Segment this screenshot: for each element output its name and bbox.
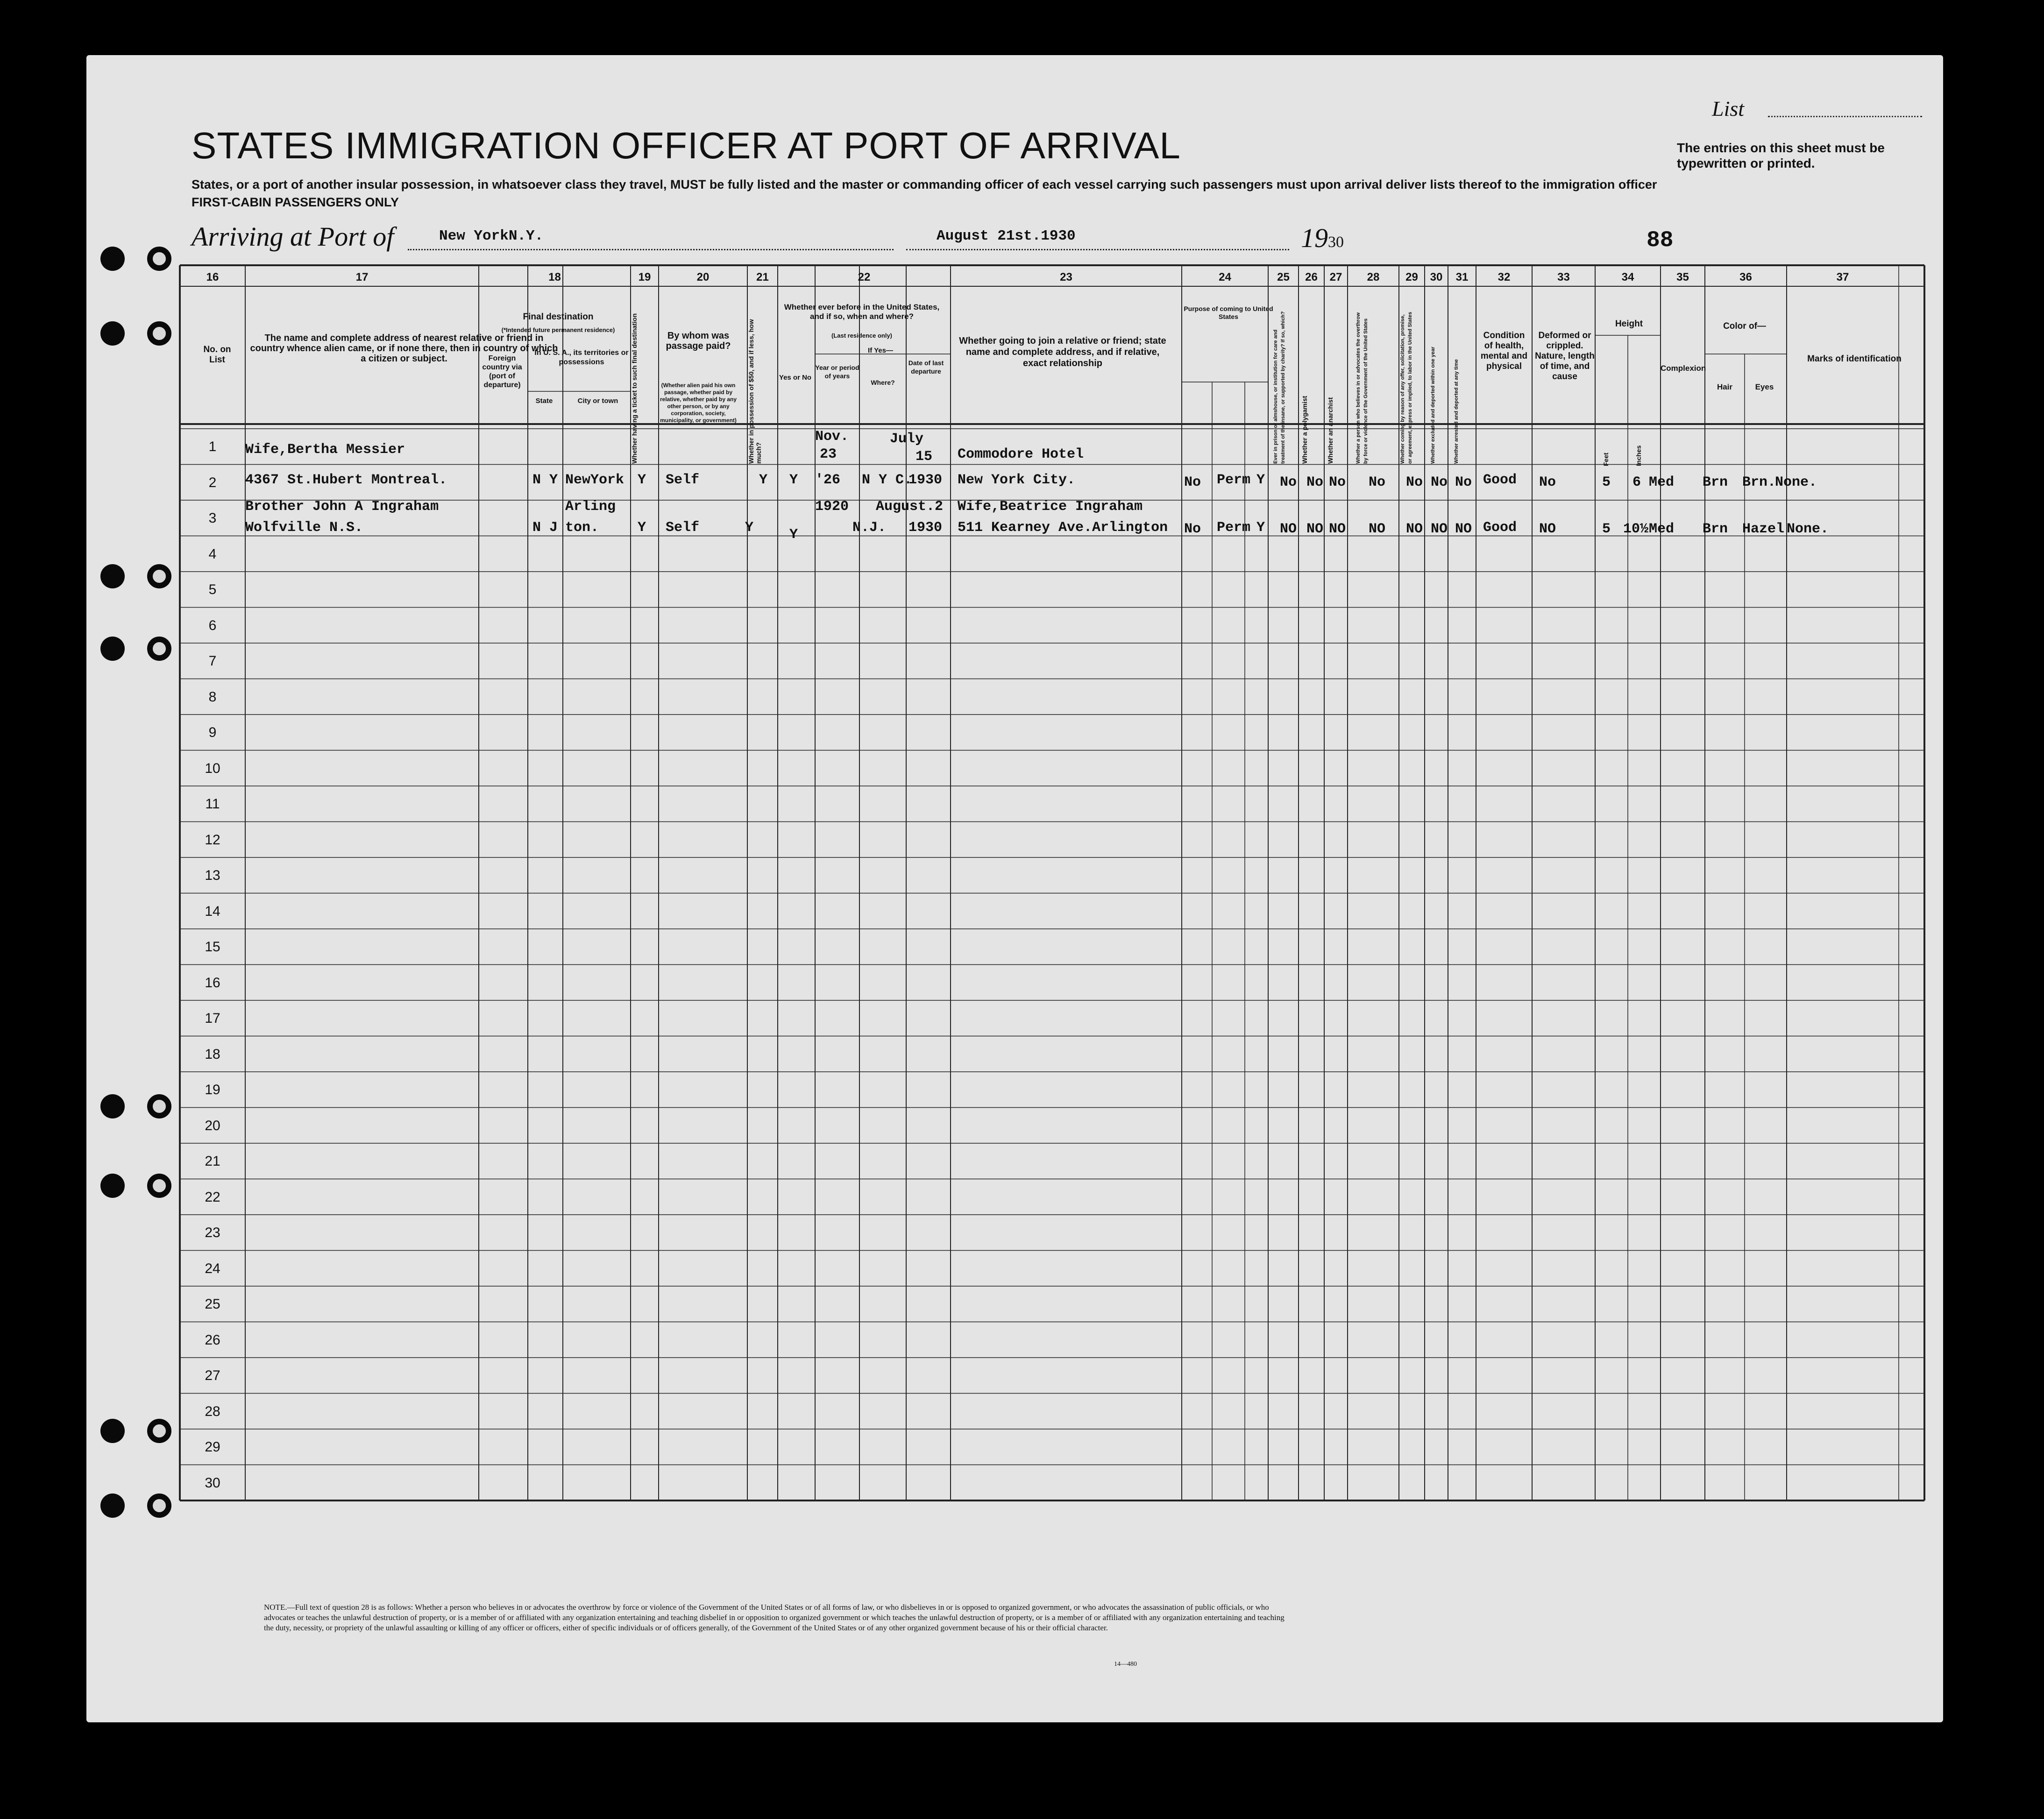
column-number: 28 [1367,271,1380,283]
header-no-on-list: No. on List [203,345,231,365]
row-number: 23 [205,1225,220,1240]
header-where: Where? [871,379,895,386]
header-ever-before-sub: (Last residence only) [831,332,893,339]
row-number: 9 [208,725,217,740]
row2-city-cont: ton. [565,520,599,536]
year-suffix: 30 [1328,234,1344,251]
row1-prison: No [1280,474,1297,490]
list-label: List [1712,97,1745,120]
header-hair: Hair [1717,382,1733,391]
row2-feet: 5 [1602,521,1611,537]
row-number: 5 [208,582,217,597]
column-number: 21 [756,271,769,283]
arriving-label: Arriving at Port of [192,221,394,252]
row1-marks: None. [1775,474,1817,490]
typewritten-note: The entries on this sheet must be typewritten or printed. [1677,141,1885,170]
row1-arrested: No [1455,474,1472,490]
arrival-port: New YorkN.Y. [439,228,544,244]
row-number: 21 [205,1154,220,1169]
column-number: 35 [1676,271,1689,283]
row-number: 24 [205,1260,220,1276]
row-number: 1 [208,439,217,454]
row1-where: N Y C. [862,472,913,488]
row1-city: NewYork [565,472,625,488]
header-passage-paid: By whom was passage paid? [666,331,731,351]
row2-eyes: Hazel [1742,521,1785,537]
row1-excluded: No [1431,474,1448,490]
row1-year-day: 23 [820,446,837,462]
header-complexion: Complexion [1661,364,1706,373]
header-state: State [535,397,553,405]
header-in-usa: In U. S. A., its territories or possessions [534,349,629,366]
row1-polygamist: No [1306,474,1324,490]
row1-join: Commodore Hotel [958,446,1084,462]
row1-citizen: Y [1256,472,1265,488]
header-eyes: Eyes [1755,382,1774,391]
column-number: 37 [1836,271,1849,283]
row2-purpose: No [1184,521,1201,537]
row2-overthrow: NO [1369,521,1386,537]
row2-relative-address: Wolfville N.S. [245,520,363,536]
column-number: 22 [858,271,871,283]
column-number: 31 [1455,271,1469,283]
header-city: City or town [577,397,618,405]
row1-date-year: 1930 [908,472,943,488]
class-line: FIRST-CABIN PASSENGERS ONLY [192,195,399,209]
page-number: 88 [1647,228,1674,253]
row-number: 20 [205,1118,220,1133]
row-number: 16 [205,975,220,991]
row-number: 27 [205,1368,220,1383]
row-number: 8 [208,689,217,705]
header-polygamist: Whether a polygamist [1301,396,1308,464]
column-number: 36 [1739,271,1752,283]
row1-complexion: Med [1649,474,1675,490]
page-title: STATES IMMIGRATION OFFICER AT PORT OF ARRIVAL [192,125,1181,166]
row-number: 4 [208,546,217,562]
row2-citizen: Y [1256,520,1265,536]
row-number: 13 [205,868,220,883]
row2-health: Good [1483,520,1517,536]
header-ticket: Whether having a ticket to such final destination [631,313,638,464]
manifest-sheet [86,55,1943,1722]
column-number: 20 [696,271,710,283]
column-number: 27 [1329,271,1342,283]
arrival-date: August 21st.1930 [937,228,1076,244]
row2-marks: None. [1787,521,1829,537]
header-color-of: Color of— [1723,321,1766,331]
row-number: 2 [208,474,217,490]
row1-date-day: 15 [916,449,933,465]
row1-paid: Self [666,472,700,488]
row2-complexion: Med [1649,521,1675,537]
header-excluded: Whether excluded and deported within one year [1430,347,1436,464]
row2-paid: Self [666,520,700,536]
column-number: 33 [1557,271,1570,283]
row-number: 14 [205,903,220,919]
manifest-grid [86,55,1943,1722]
header-health: Condition of health, mental and physical [1480,331,1528,371]
row1-anarchist: No [1329,474,1346,490]
row-number: 30 [205,1475,220,1491]
row2-date: August.2 [876,499,944,515]
row-number: 22 [205,1189,220,1205]
header-prison: Ever in prison or almshouse, or institution for care and treatment of the insane, or supported by charity? If so, which? [1273,311,1286,464]
instructions-text: States, or a port of another insular possession, in whatsoever class they travel, MUST be fully listed and the master or commanding officer of each vessel carrying such passengers must upon arrival deliver lists thereof to the immigration officer [192,177,1657,191]
header-money: Whether in possession of $50, and if less, how much? [747,319,762,464]
header-relative: The name and complete address of nearest relative or friend in country whence alien came, or if none there, then in country of which a citizen or subject. [250,333,558,364]
row2-excluded: NO [1431,521,1448,537]
row2-where: N.J. [852,520,887,536]
row-number: 26 [205,1332,220,1348]
column-number: 30 [1430,271,1443,283]
row1-relative-address: 4367 St.Hubert Montreal. [245,472,447,488]
row1-year-month: Nov. [815,429,849,445]
row1-purpose: No [1184,474,1201,490]
column-number: 32 [1498,271,1511,283]
row2-length: Perm [1217,520,1251,536]
row1-labor: No [1406,474,1423,490]
row1-inches: 6 [1632,474,1641,490]
column-number: 19 [638,271,651,283]
header-foreign-country: Foreign country via (port of departure) [482,354,522,389]
row1-year: '26 [815,472,841,488]
header-final-destination: Final destination [523,312,594,322]
row-number: 10 [205,760,220,776]
column-number: 29 [1405,271,1418,283]
row-number: 25 [205,1296,220,1312]
row-number: 6 [208,617,217,633]
row1-ticket: Y [638,472,646,488]
row2-hair: Brn [1703,521,1728,537]
column-number: 24 [1219,271,1231,283]
row1-join-address: New York City. [958,472,1076,488]
header-height: Height [1615,319,1643,329]
row2-relative: Brother John A Ingraham [245,499,439,515]
row2-join: Wife,Beatrice Ingraham [958,499,1143,515]
row1-before: Y [789,472,798,488]
row1-date-month: July [890,431,924,447]
row1-deformed: No [1539,474,1556,490]
row1-relative: Wife,Bertha Messier [245,442,405,458]
row1-overthrow: No [1369,474,1386,490]
row2-year: 1920 [815,499,849,515]
row2-anarchist: NO [1329,521,1346,537]
column-number: 26 [1305,271,1318,283]
header-labor-offer: Whether coming by reason of any offer, solicitation, promise, or agreement, express or implied, to labor in the United States [1400,311,1413,464]
row2-before: Y [789,527,798,543]
row1-hair: Brn [1703,474,1728,490]
row2-ticket: Y [638,520,646,536]
row2-arrested: NO [1455,521,1472,537]
column-number: 23 [1060,271,1072,283]
row2-polygamist: NO [1306,521,1324,537]
header-marks: Marks of identification [1807,354,1902,364]
header-date-last-departure: Date of last departure [908,359,944,375]
row-number: 11 [205,796,220,812]
row1-eyes: Brn. [1742,474,1776,490]
header-anarchist: Whether an anarchist [1327,397,1334,464]
header-if-yes: If Yes— [868,347,893,354]
row2-date-year: 1930 [908,520,943,536]
row2-money: Y [745,520,754,536]
column-number: 34 [1621,271,1634,283]
header-feet: Feet [1602,453,1610,466]
row2-state: N J [532,520,558,536]
row2-city: Arling [565,499,616,515]
header-deformed: Deformed or crippled. Nature, length of time, and cause [1535,331,1595,382]
column-number: 18 [548,271,561,283]
header-arrested: Whether arrested and deported at any time [1454,359,1459,464]
row-number: 17 [205,1011,220,1026]
row-number: 15 [205,939,220,955]
row2-deformed: NO [1539,521,1556,537]
header-purpose: Purpose of coming to United States [1184,305,1273,320]
row-number: 3 [208,510,217,526]
row-number: 7 [208,653,217,669]
row1-feet: 5 [1602,474,1611,490]
column-number: 25 [1277,271,1290,283]
header-year: Year or period of years [815,364,859,380]
header-yes-no: Yes or No [779,374,812,382]
row-number: 19 [205,1082,220,1097]
column-number: 16 [206,271,219,283]
header-overthrow: Whether a person who believes in or advocates the overthrow by force or violence of the Government of the United States [1356,312,1369,464]
row2-join-address: 511 Kearney Ave.Arlington [958,520,1168,536]
header-ever-before: Whether ever before in the United States, and if so, when and where? [784,303,940,321]
year-prefix: 19 [1301,223,1328,253]
row-number: 28 [205,1403,220,1419]
row2-prison: NO [1280,521,1297,537]
row1-length: Perm [1217,472,1251,488]
row1-state: N Y [532,472,558,488]
row-number: 12 [205,832,220,848]
column-number: 17 [355,271,369,283]
row-number: 18 [205,1046,220,1062]
header-inches: Inches [1635,445,1642,466]
row-number: 29 [205,1439,220,1455]
form-number: 14—480 [1114,1661,1137,1668]
row1-health: Good [1483,472,1517,488]
row2-labor: NO [1406,521,1423,537]
header-final-destination-sub: (*Intended future permanent residence) [501,326,615,333]
header-join-relative: Whether going to join a relative or friend; state name and complete address, and if relative, exact relationship [959,336,1166,368]
row1-money: Y [759,472,768,488]
footnote-question-28: NOTE.—Full text of question 28 is as follows: Whether a person who believes in or advocates the overthrow by force or violence of the Government of the United States or of all forms of law, or who disbelieves in or is opposed to organized government, or who advocates the assassination of public officials, or who advocates or teaches the unlawful destruction of property, or is a member of or affiliated with any organization entertaining and teaching disbelief in or opposition to organized government or which teaches the unlawful destruction of property, or is a member of or affiliated with any organization entertaining and teaching the duty, necessity, or propriety of the unlawful assaulting or killing of any officer or officers, either of specific individuals or of officers generally, of the Government of the United States or of any other organized government because of his or their official character. [264,1603,1285,1632]
header-passage-paid-sub: (Whether alien paid his own passage, whether paid by relative, whether paid by any other person, or by any corporation, society, municipality, or government) [660,382,737,424]
row2-inches: 10½ [1623,521,1649,537]
